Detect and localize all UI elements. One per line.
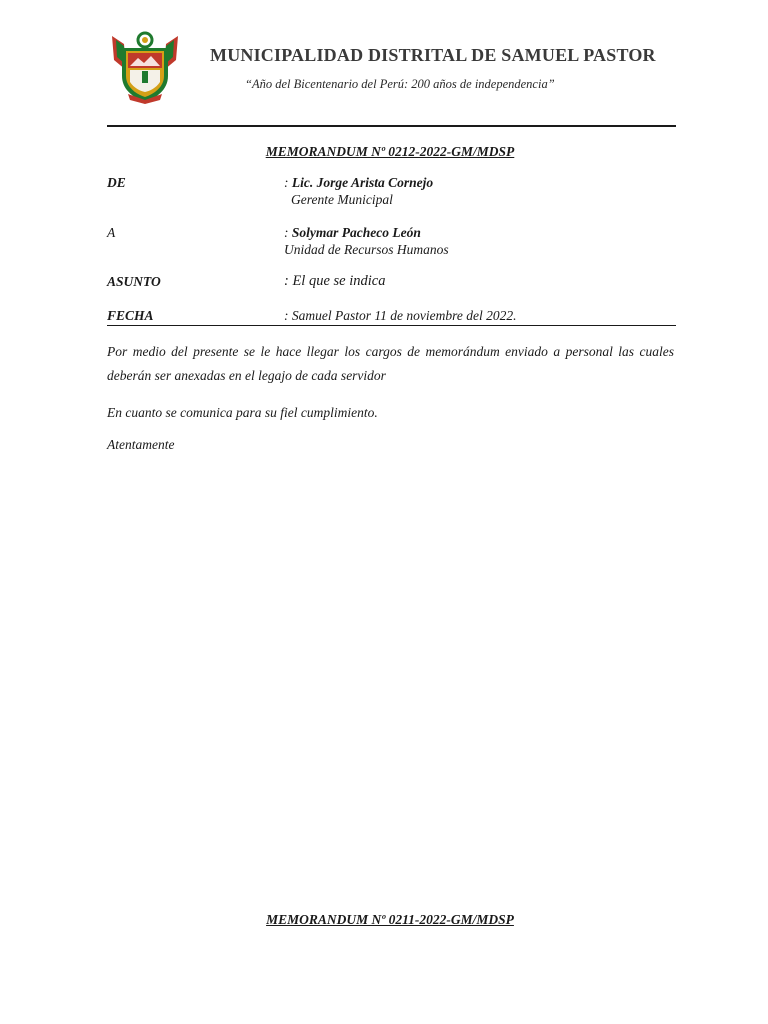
year-motto: “Año del Bicentenario del Perú: 200 años de independencia” xyxy=(245,77,555,91)
de-value xyxy=(284,175,433,191)
fecha-label: FECHA xyxy=(107,308,154,323)
a-role: Unidad de Recursos Humanos xyxy=(284,242,449,257)
a-value xyxy=(284,225,421,241)
next-memo-title: MEMORANDUM Nº 0211-2022-GM/MDSP xyxy=(266,912,514,927)
a-name: Solymar Pacheco León xyxy=(291,225,421,240)
a-prefix: : xyxy=(284,225,289,240)
de-label: DE xyxy=(107,175,126,190)
asunto-label: ASUNTO xyxy=(107,274,161,289)
de-prefix: : xyxy=(284,175,289,190)
signoff: Atentamente xyxy=(107,437,175,452)
a-label: A xyxy=(107,225,116,240)
municipal-crest-icon xyxy=(104,30,186,104)
municipality-name: MUNICIPALIDAD DISTRITAL DE SAMUEL PASTOR xyxy=(210,45,656,65)
memo-title: MEMORANDUM Nº 0212-2022-GM/MDSP xyxy=(265,144,515,159)
memo-body: Por medio del presente se le hace llegar los cargos de memorándum enviado a personal las cuales deberán ser anexadas en el legajo de cada servidor xyxy=(107,344,674,383)
fields-divider xyxy=(107,325,676,326)
closing-line: En cuanto se comunica para su fiel cumplimiento. xyxy=(107,405,378,420)
fecha-value: : Samuel Pastor 11 de noviembre del 2022. xyxy=(284,308,517,323)
header-divider xyxy=(107,125,676,127)
asunto-value: : El que se indica xyxy=(284,273,386,289)
de-role: Gerente Municipal xyxy=(291,192,393,207)
de-name: Lic. Jorge Arista Cornejo xyxy=(291,175,434,190)
